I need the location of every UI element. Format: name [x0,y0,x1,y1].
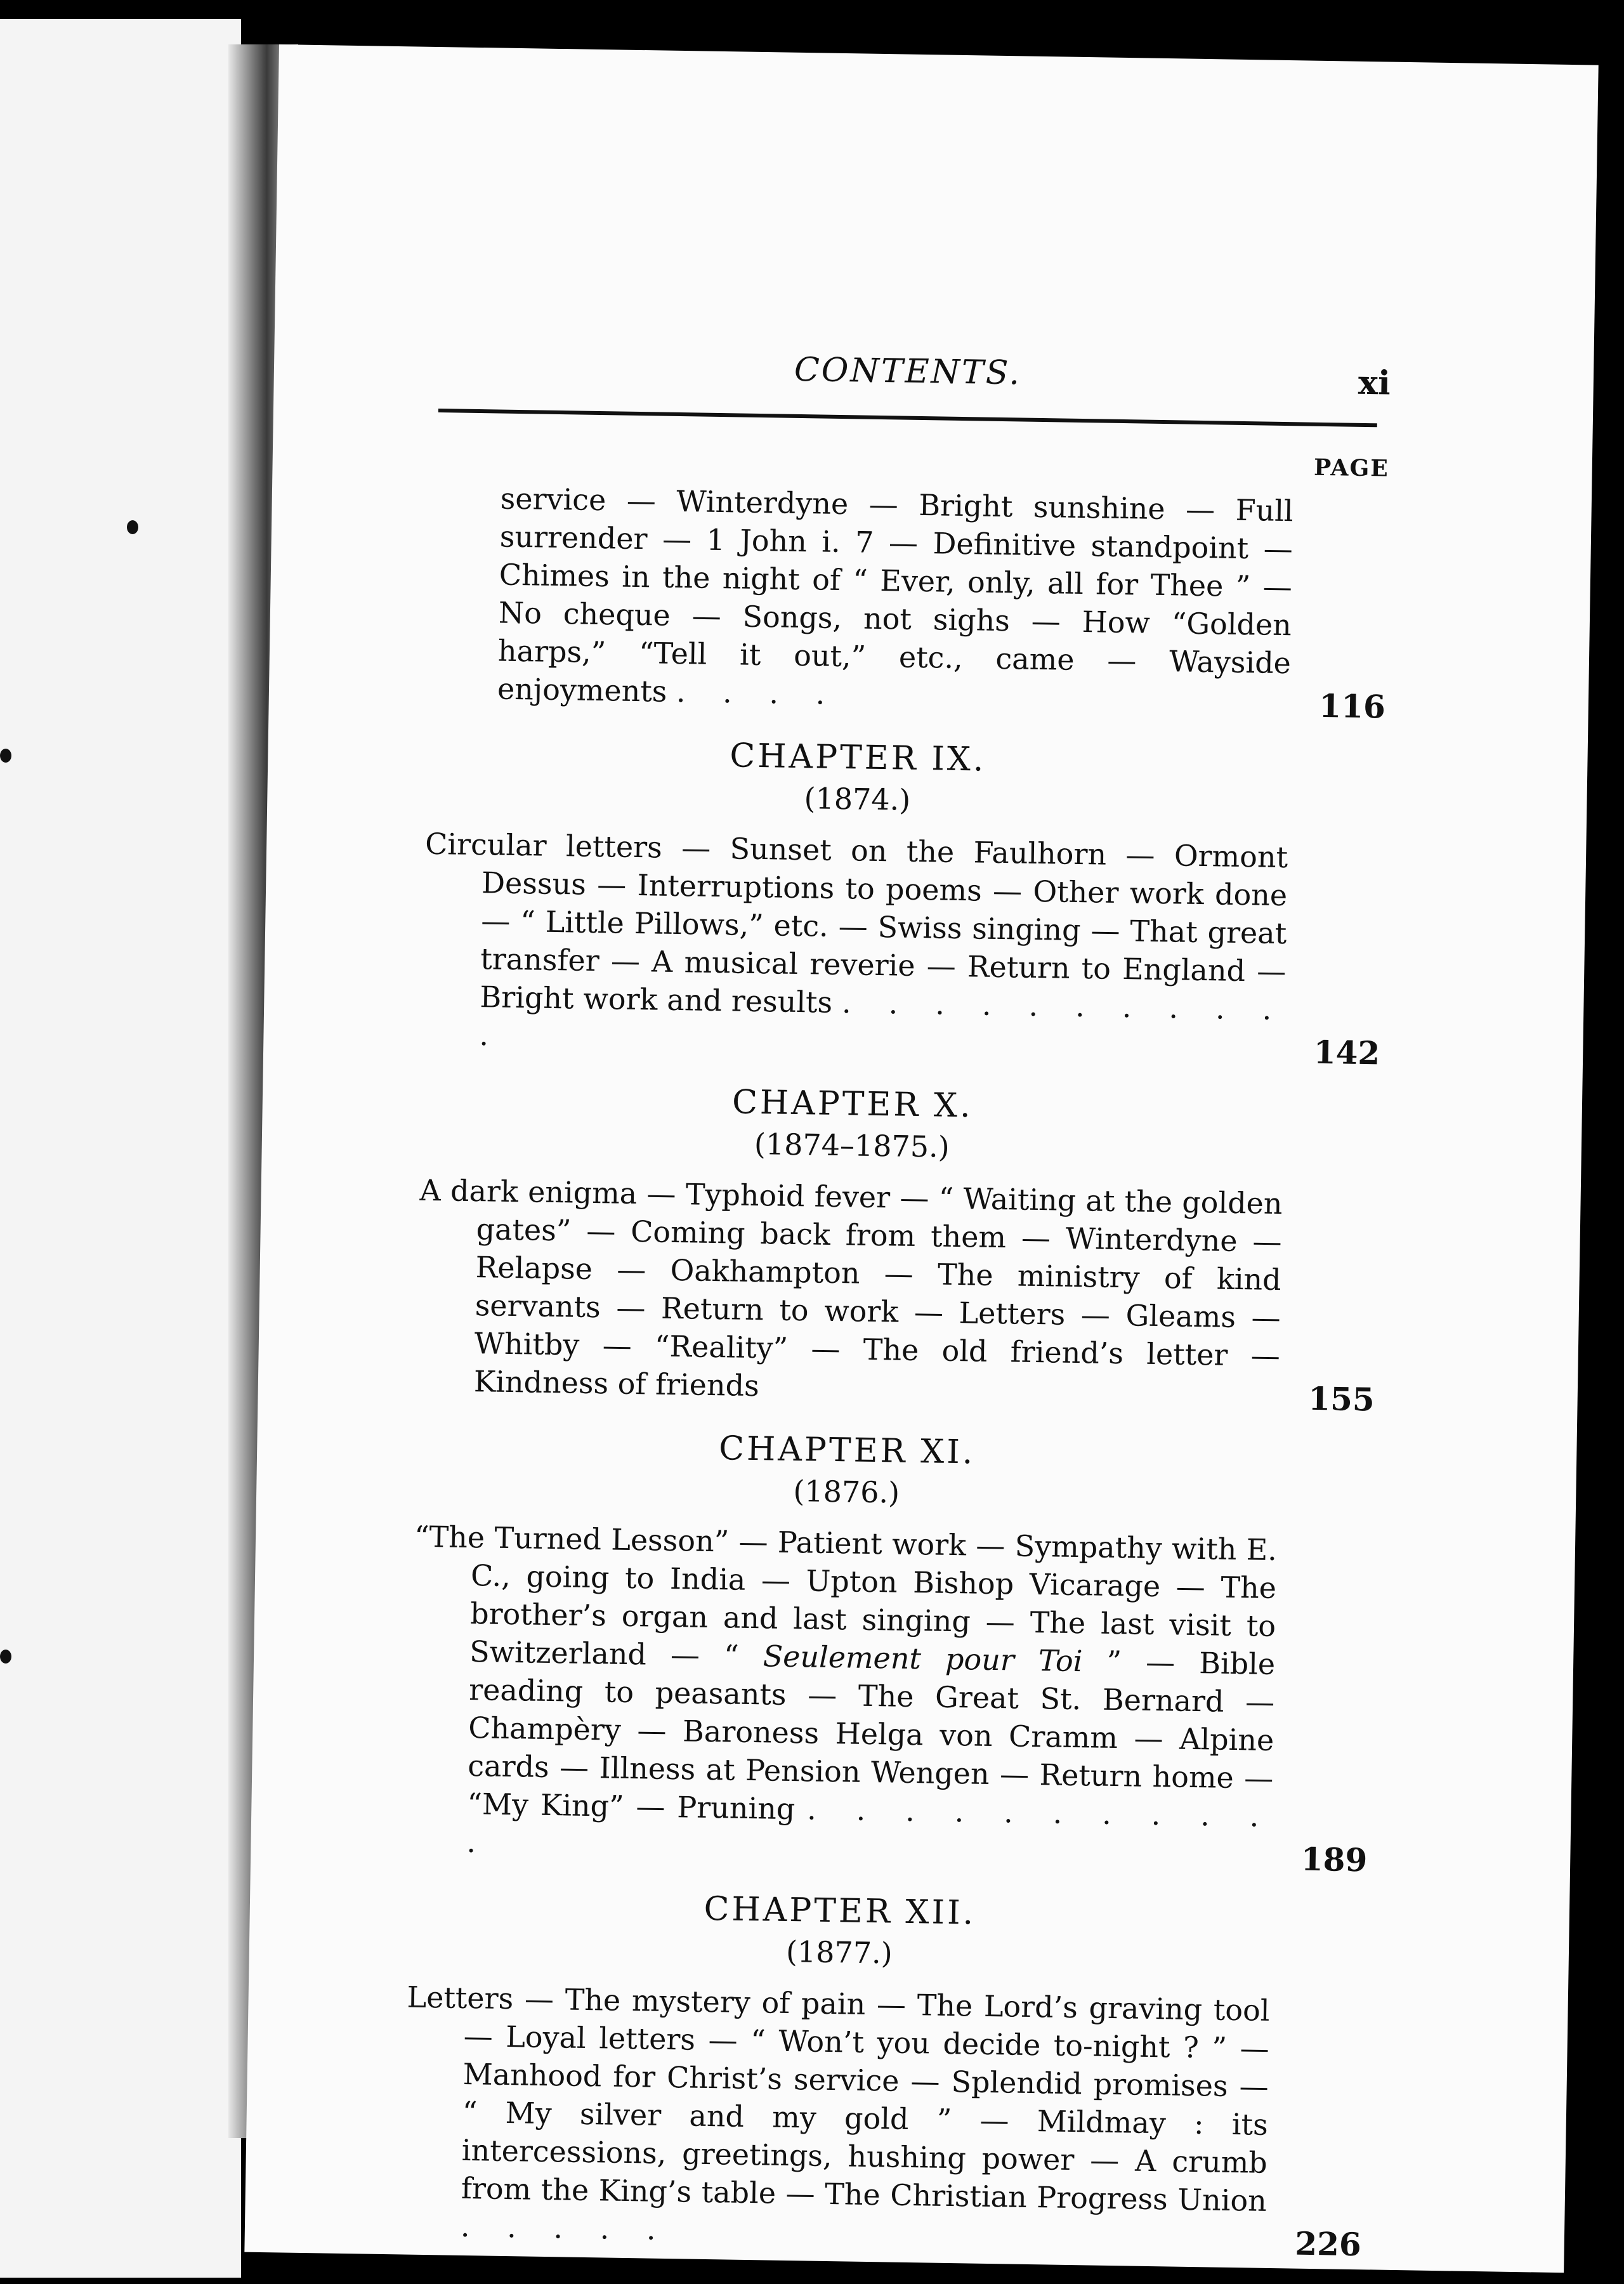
chapter-year: (1874–1875.) [754,1126,950,1164]
left-page-edge [0,19,241,2278]
chapter-heading: CHAPTER XI. [718,1429,976,1472]
summary-text: Circular letters — Sunset on the Faulhorn — Ormont Dessus — Interruptions to poems — Other work done — “ Little Pillows,” etc. — Swiss singing — That great transfer — A musical reverie — Return to England — Bright work and results [424,826,1288,1020]
page-reference: 189 [1300,1840,1368,1879]
contents-entry [422,732,1380,1072]
chapter-summary [416,1171,1282,1413]
contents-entry [403,1886,1362,2264]
page-reference: 116 [1318,686,1386,726]
contents-page [244,44,1598,2273]
dot-leaders: . . . . [676,674,839,711]
page-reference: 226 [1294,2224,1362,2264]
chapter-summary [409,1518,1277,1874]
ink-speck [0,749,11,763]
dot-leaders: . . . . . [460,2209,671,2247]
running-title: CONTENTS. [794,350,1022,393]
chapter-summary [422,825,1288,1067]
ink-speck [127,520,138,534]
chapter-summary [428,478,1293,720]
ink-speck [0,1650,11,1664]
chapter-heading: CHAPTER IX. [729,737,986,779]
chapter-heading: CHAPTER X. [731,1083,974,1126]
summary-text: “The Turned Lesson” — Patient work — Sympathy with E. C., going to India — Upton Bishop Vicarage — The brother’s organ and last singing — The last visit to Switzerland — “ [414,1519,1278,1674]
summary-text: Letters — The mystery of pain — The Lord’s graving tool — Loyal letters — “ Won’t you decide to-night ? ” — Manhood for Christ’s service — Splendid promises — “ My silver and my gold ” — Mildmay : its intercessions, greetings, hushing power — A crumb from the King’s table — The Christian Progress Union [407,1979,1270,2218]
dot-leaders: . . . . . . . . . . . [466,1792,1273,1860]
table-of-contents [403,478,1386,2283]
chapter-summary [403,1978,1270,2258]
summary-text: A dark enigma — Typhoid fever — “ Waiting at the golden gates” — Coming back from them — Winterdyne — Relapse — Oakhampton — The ministry of kind servants — Return to work — Letters — Gleams — Whitby — “Reality” — The old friend’s letter — Kindness of friends [419,1172,1283,1403]
summary-text: ” — Bible reading to peasants — The Great St. Bernard — Champèry — Baroness Helga von Cramm — Alpine cards — Illness at Pension Wengen — Return home — “My King” — Pruning [467,1644,1276,1827]
page-reference: 155 [1307,1379,1375,1419]
page-header [440,345,1391,482]
summary-text: service — Winterdyne — Bright sunshine — Full surrender — 1 John i. 7 — Definitive standpoint — Chimes in the night of “ Ever, only, all for Thee ” — No cheque — Songs, not sighs — How “Golden harps,” “Tell it out,” etc., came — Wayside enjoyments [497,481,1294,709]
page-column-label: PAGE [1313,454,1390,482]
contents-entry [409,1425,1368,1879]
chapter-year: (1877.) [785,1934,893,1971]
chapter-year: (1876.) [793,1474,900,1510]
header-rule [438,409,1377,427]
contents-entry [416,1079,1375,1419]
page-reference: 142 [1313,1033,1380,1072]
dot-leaders: . . . . . . . . . . . [479,985,1286,1053]
contents-entry [428,478,1386,726]
page-number: xi [1358,363,1391,403]
chapter-heading: CHAPTER XII. [704,1889,976,1933]
chapter-year: (1874.) [804,781,911,817]
italic-title: Seulement pour Toi [763,1639,1083,1679]
